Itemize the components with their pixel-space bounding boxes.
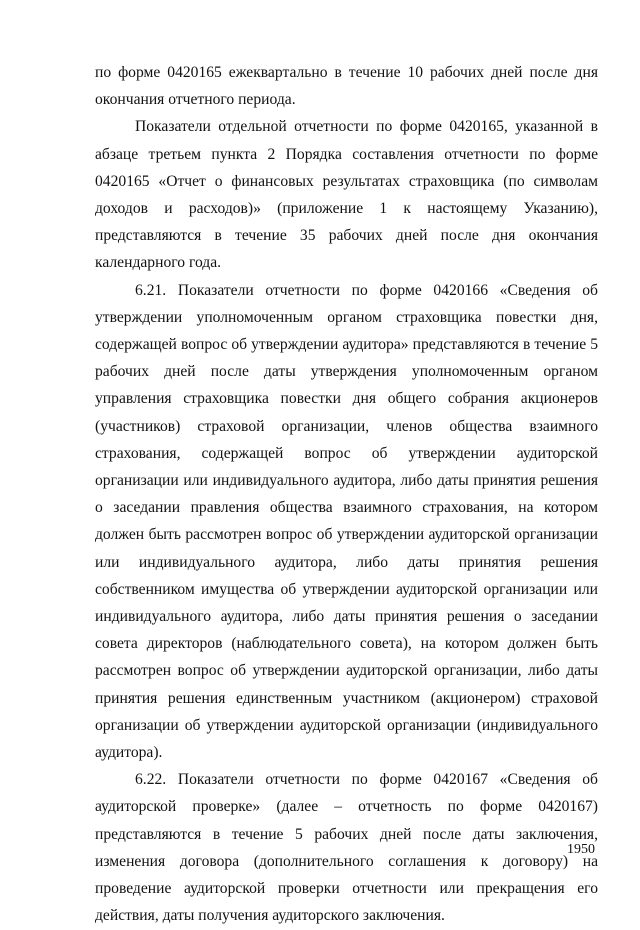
paragraph-separate-reporting: Показатели отдельной отчетности по форме 0420165, указанной в абзаце третьем пункта 2 Порядка составления отчетности по форме 0420165 «Отчет о финансовых результатах страховщика (по символам доходов и расходов)» (приложение 1 к настоящему Указанию), представляются в течение 35 рабочих дней после дня окончания календарного года. bbox=[95, 118, 598, 272]
page-number: 1950 bbox=[567, 842, 595, 857]
paragraph-item-6-21: 6.21. Показатели отчетности по форме 0420166 «Сведения об утверждении уполномоченным органом страховщика повестки дня, содержащей вопрос об утверждении аудитора» представляются в течение 5 рабочих дней после даты утверждения уполномоченным органом управления страховщика повестки дня общего собрания акционеров (участников) страховой организации, членов общества взаимного страхования, содержащей вопрос об утверждении аудиторской организации или индивидуального аудитора, либо даты принятия решения о заседании правления общества взаимного страхования, на котором должен быть рассмотрен вопрос об утверждении аудиторской организации или индивидуального аудитора, либо даты принятия решения собственником имущества об утверждении аудиторской организации или индивидуального аудитора, либо даты принятия решения о заседании совета директоров (наблюдательного совета), на котором должен быть рассмотрен вопрос об утверждении аудиторской организации, либо даты принятия решения единственным участником (акционером) страховой организации об утверждении аудиторской организации (индивидуального аудитора). bbox=[95, 281, 598, 762]
document-body bbox=[95, 59, 598, 930]
paragraph-item-6-22: 6.22. Показатели отчетности по форме 0420167 «Сведения об аудиторской проверке» (далее – отчетность по форме 0420167) представляются в течение 5 рабочих дней после даты заключения, изменения договора (дополнительного соглашения к договору) на проведение аудиторской проверки отчетности или прекращения его действия, даты получения аудиторского заключения. bbox=[95, 771, 598, 925]
paragraph-continuation: по форме 0420165 ежеквартально в течение 10 рабочих дней после дня окончания отчетного периода. bbox=[95, 64, 598, 109]
